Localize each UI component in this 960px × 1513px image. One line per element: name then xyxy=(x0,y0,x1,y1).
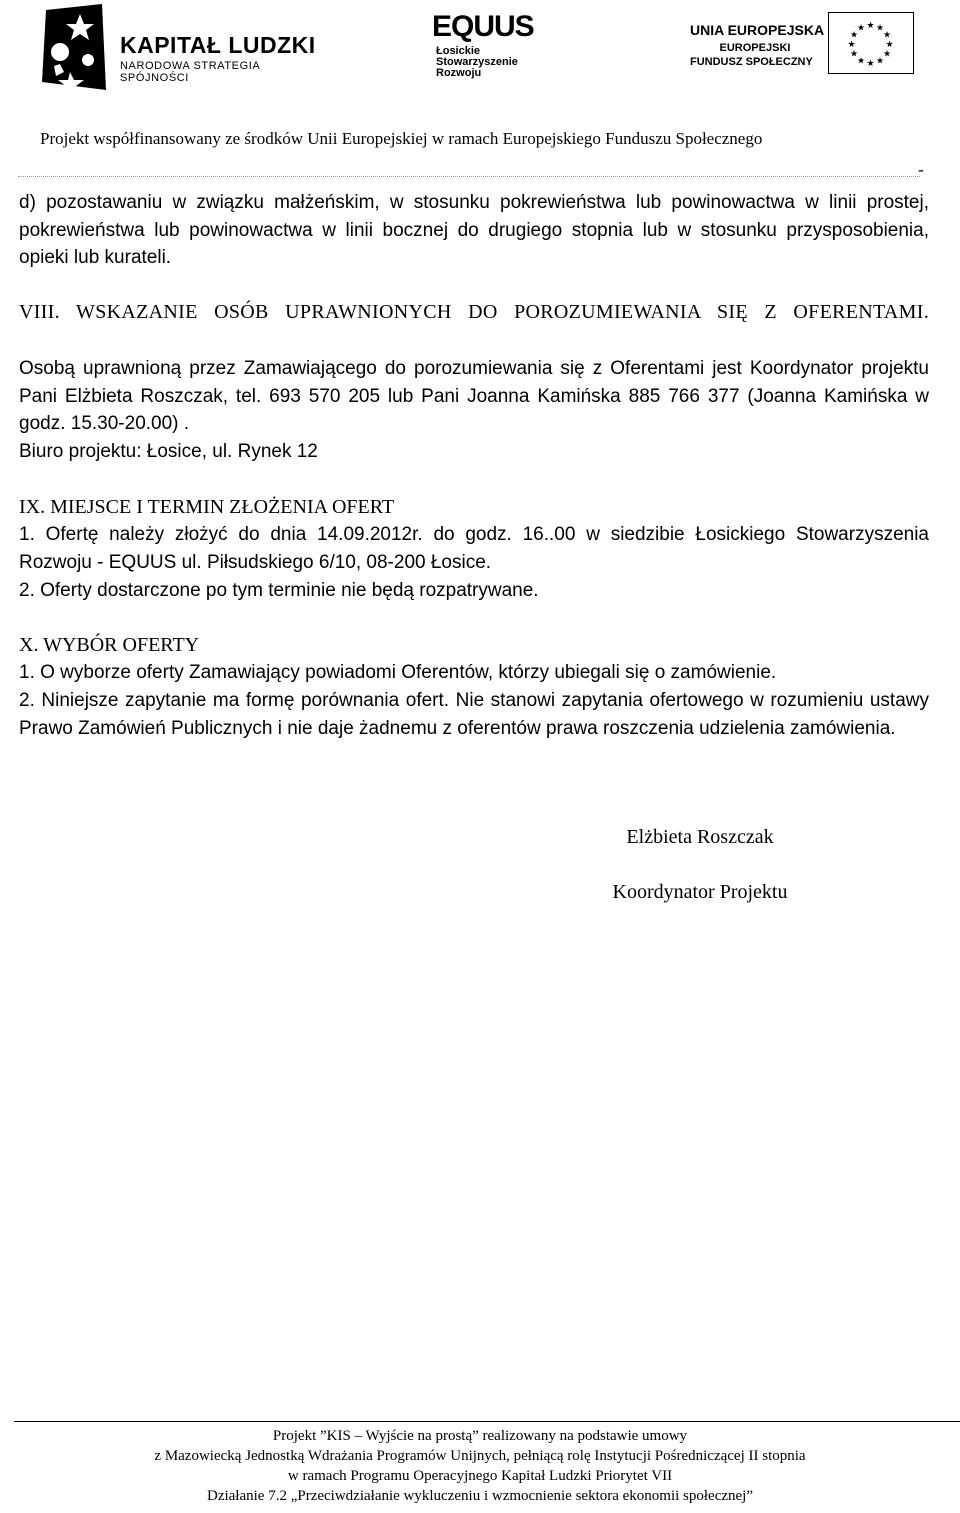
footer-line-4: Działanie 7.2 „Przeciwdziałanie wykluczeniu i wzmocnienie sektora ekonomii społecznej” xyxy=(206,1488,754,1504)
signature-name: Elżbieta Roszczak xyxy=(626,826,774,848)
svg-text:★: ★ xyxy=(866,59,875,69)
equus-line2: Stowarzyszenie xyxy=(436,56,518,68)
svg-text:★: ★ xyxy=(856,23,866,34)
co-funding-note: Projekt współfinansowany ze środków Unii Europejskiej w ramach Europejskiego Funduszu Społecznego xyxy=(40,129,763,148)
svg-text:★: ★ xyxy=(882,49,892,60)
kapital-ludzki-logo xyxy=(40,2,330,102)
footer-line-2: z Mazowiecką Jednostką Wdrażania Programów Unijnych, pełniącą rolę Instytucji Pośredniczącej II stopnia xyxy=(154,1448,806,1464)
section-8-heading: VIII. WSKAZANIE OSÓB UPRAWNIONYCH DO POROZUMIEWANIA SIĘ Z OFERENTAMI. xyxy=(19,301,929,323)
eu-logo xyxy=(690,10,920,80)
equus-logo-subtitle xyxy=(436,46,518,79)
signature-role: Koordynator Projektu xyxy=(612,881,788,903)
kapital-ludzki-emblem-icon xyxy=(40,2,112,94)
header-dash: - xyxy=(918,160,924,179)
eu-logo-line2: EUROPEJSKI xyxy=(719,42,791,54)
eu-flag-icon xyxy=(828,12,914,74)
kapital-ludzki-title: KAPITAŁ LUDZKI xyxy=(120,32,316,58)
eu-logo-line3: FUNDUSZ SPOŁECZNY xyxy=(690,56,813,68)
eu-logo-line1: UNIA EUROPEJSKA xyxy=(690,22,825,38)
section-10-item-2: 2. Niniejsze zapytanie ma formę porównania ofert. Nie stanowi zapytania ofertowego w rozumieniu ustawy Prawo Zamówień Publicznych i nie daje żadnemu z oferentów prawa roszczenia udzielenia zamówienia. xyxy=(19,690,929,739)
footer-line-3: w ramach Programu Operacyjnego Kapitał Ludzki Priorytet VII xyxy=(287,1468,673,1484)
equus-logo-name: EQUUS xyxy=(432,10,534,43)
project-office-address: Biuro projektu: Łosice, ul. Rynek 12 xyxy=(19,441,318,462)
equus-logo xyxy=(432,10,542,80)
section-8-paragraph: Osobą uprawnioną przez Zamawiającego do porozumiewania się z Oferentami jest Koordynator projektu Pani Elżbieta Roszczak, tel. 693 570 205 lub Pani Joanna Kamińska 885 766 377 (Joanna Kamińska w godz. 15.30-20.00) . xyxy=(19,358,929,434)
section-10-item-1: 1. O wyborze oferty Zamawiający powiadomi Oferentów, którzy ubiegali się o zamówienie. xyxy=(19,662,777,683)
footer-divider xyxy=(14,1421,960,1422)
svg-text:★: ★ xyxy=(885,40,894,50)
equus-line1: Łosickie xyxy=(436,45,481,57)
svg-text:★: ★ xyxy=(849,30,859,41)
svg-text:★: ★ xyxy=(856,56,866,67)
svg-text:★: ★ xyxy=(875,56,885,67)
svg-text:★: ★ xyxy=(882,30,892,41)
svg-text:★: ★ xyxy=(866,21,875,31)
equus-line3: Rozwoju xyxy=(436,67,482,79)
header-divider xyxy=(18,176,920,177)
item-d-paragraph: d) pozostawaniu w związku małżeńskim, w stosunku pokrewieństwa lub powinowactwa w linii prostej, pokrewieństwa lub powinowactwa w linii bocznej do drugiego stopnia lub w stosunku przysposobienia, opieki lub kurateli. xyxy=(19,192,929,268)
kapital-ludzki-subtitle: NARODOWA STRATEGIA SPÓJNOŚCI xyxy=(120,60,260,84)
svg-text:★: ★ xyxy=(849,49,859,60)
svg-text:★: ★ xyxy=(875,23,885,34)
section-9-item-2: 2. Oferty dostarczone po tym terminie nie będą rozpatrywane. xyxy=(19,580,539,601)
svg-text:★: ★ xyxy=(847,40,856,50)
footer-line-1: Projekt ”KIS – Wyjście na prostą” realizowany na podstawie umowy xyxy=(272,1428,688,1444)
footer xyxy=(0,1426,960,1506)
section-10-heading: X. WYBÓR OFERTY xyxy=(19,634,200,656)
section-9-heading: IX. MIEJSCE I TERMIN ZŁOŻENIA OFERT xyxy=(19,496,395,518)
section-9-item-1: 1. Ofertę należy złożyć do dnia 14.09.2012r. do godz. 16..00 w siedzibie Łosickiego Stowarzyszenia Rozwoju - EQUUS ul. Piłsudskiego 6/10, 08-200 Łosice. xyxy=(19,524,929,573)
